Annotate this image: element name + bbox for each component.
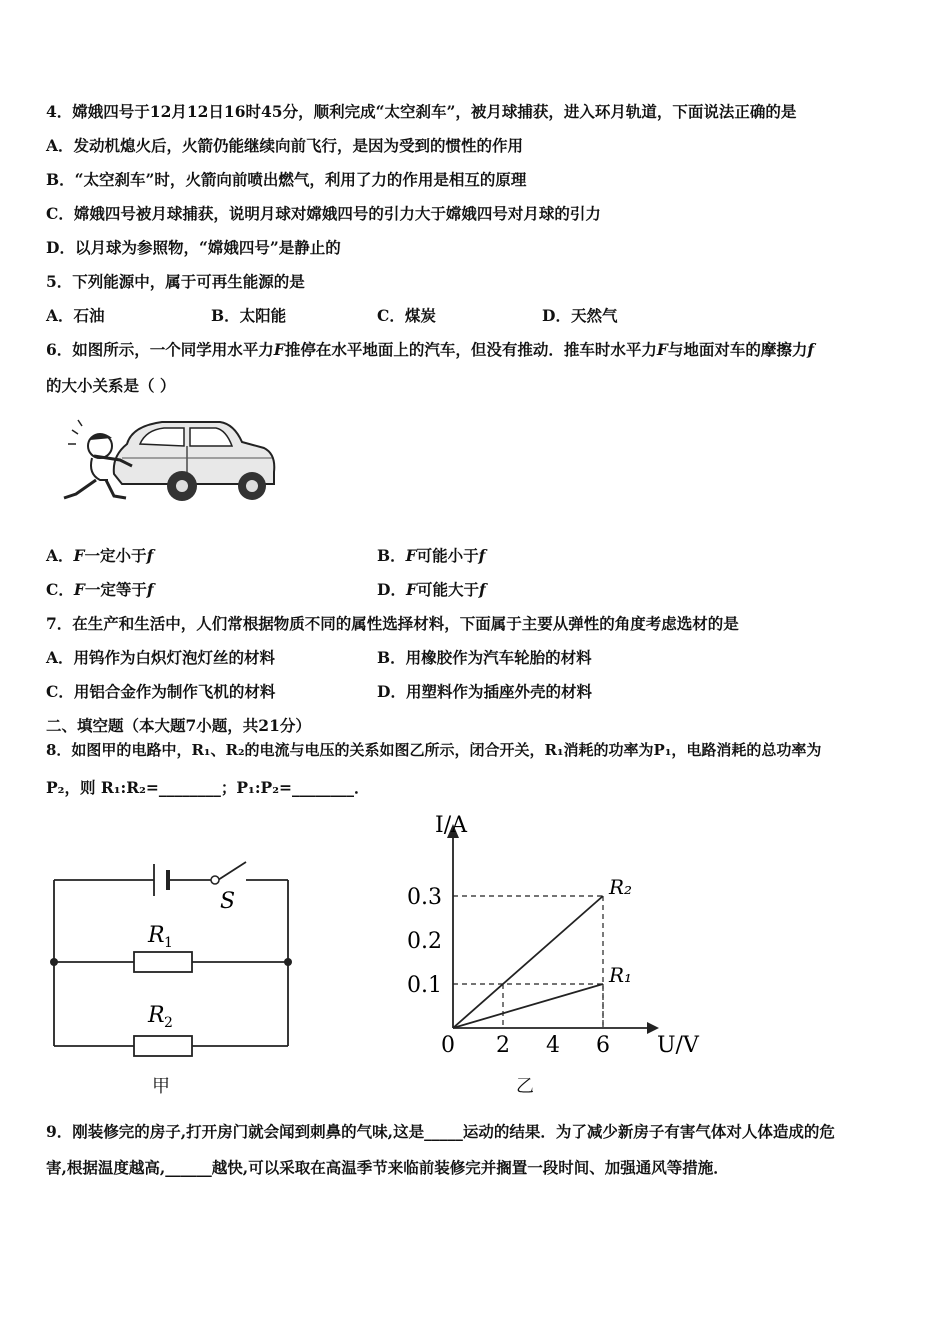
q6-option-c-text: 一定等于	[84, 580, 147, 599]
q6-stem-part1: 6．如图所示，一个同学用水平力	[46, 340, 274, 359]
q6-option-c-letter: C．	[46, 580, 74, 599]
x-axis-label: U/V	[657, 1033, 699, 1058]
q8-stem-line2: P₂，则 R₁:R₂=________；P₁:P₂=________．	[46, 778, 370, 797]
var-f: f	[807, 340, 815, 359]
y-tick-label: 0.3	[407, 885, 442, 910]
iv-graph	[395, 806, 725, 1066]
x-tick-label: 2	[496, 1033, 510, 1058]
q9-stem-line2: 害,根据温度越高,______越快,可以采取在高温季节来临前装修完并搁置一段时间、加强通风等措施．	[46, 1158, 729, 1177]
series-label: R₁	[609, 963, 633, 987]
q4-option-a: A．发动机熄火后，火箭仍能继续向前飞行，是因为受到的惯性的作用	[46, 136, 524, 155]
q5-stem: 5．下列能源中，属于可再生能源的是	[46, 272, 305, 291]
circuit-caption: 甲	[152, 1076, 170, 1097]
q6-option-a-letter: A．	[46, 546, 74, 565]
q4-option-c: C．嫦娥四号被月球捕获，说明月球对嫦娥四号的引力大于嫦娥四号对月球的引力	[46, 204, 601, 223]
q7-option-a: A．用钨作为白炽灯泡灯丝的材料	[46, 648, 276, 667]
q6-option-b-text: 可能小于	[416, 546, 479, 565]
q6-stem-line1	[46, 340, 814, 360]
q7-option-d: D．用塑料作为插座外壳的材料	[377, 682, 592, 701]
q4-option-d: D．以月球为参照物，“嫦娥四号”是静止的	[46, 238, 341, 257]
q5-option-c: C．煤炭	[377, 306, 436, 325]
q6-option-b-letter: B．	[377, 546, 406, 565]
q6-option-a	[46, 546, 153, 566]
q5-option-b: B．太阳能	[211, 306, 287, 325]
q6-stem-part3: 与地面对车的摩擦力	[667, 340, 808, 359]
var-f: f	[478, 546, 486, 565]
x-tick-label: 4	[546, 1033, 560, 1058]
circuit-diagram	[40, 850, 310, 1060]
q7-option-c: C．用铝合金作为制作飞机的材料	[46, 682, 276, 701]
var-f: f	[146, 580, 154, 599]
q4-stem: 4．嫦娥四号于12月12日16时45分，顺利完成“太空刹车”，被月球捕获，进入环月轨道，下面说法正确的是	[46, 102, 797, 121]
var-F: F	[656, 340, 668, 359]
r2-label: R	[148, 1003, 165, 1028]
var-F: F	[73, 546, 85, 565]
q6-stem-line2: 的大小关系是（ ）	[46, 376, 176, 395]
r1-subscript: 1	[164, 935, 173, 951]
section-heading: 二、填空题（本大题7小题，共21分）	[46, 716, 311, 735]
var-F: F	[273, 340, 285, 359]
y-axis-label: I/A	[435, 813, 467, 838]
q6-option-d	[377, 580, 486, 600]
q5-option-d: D．天然气	[542, 306, 618, 325]
q8-stem-line1: 8．如图甲的电路中，R₁、R₂的电流与电压的关系如图乙所示，闭合开关，R₁消耗的功率为P₁，电路消耗的总功率为	[46, 741, 822, 759]
q5-option-a: A．石油	[46, 306, 105, 325]
q4-option-b: B．“太空刹车”时，火箭向前喷出燃气，利用了力的作用是相互的原理	[46, 170, 527, 189]
r2-subscript: 2	[164, 1015, 173, 1031]
var-f: f	[146, 546, 154, 565]
q6-option-c	[46, 580, 154, 600]
car-push-illustration	[52, 414, 280, 514]
var-F: F	[405, 580, 417, 599]
r1-label: R	[148, 923, 165, 948]
y-tick-label: 0.1	[407, 973, 442, 998]
q6-option-d-text: 可能大于	[416, 580, 479, 599]
q7-stem: 7．在生产和生活中，人们常根据物质不同的属性选择材料，下面属于主要从弹性的角度考虑选材的是	[46, 614, 739, 633]
series-line	[453, 984, 603, 1028]
series-line	[453, 896, 603, 1028]
var-F: F	[405, 546, 417, 565]
q6-stem-part2: 推停在水平地面上的汽车，但没有推动．推车时水平力	[284, 340, 657, 359]
switch-label: S	[220, 889, 236, 914]
y-tick-label: 0.2	[407, 929, 442, 954]
q6-option-d-letter: D．	[377, 580, 406, 599]
q7-option-b: B．用橡胶作为汽车轮胎的材料	[377, 648, 592, 667]
graph-caption: 乙	[516, 1076, 534, 1097]
x-tick-label: 6	[596, 1033, 610, 1058]
var-f: f	[478, 580, 486, 599]
var-F: F	[73, 580, 85, 599]
q6-option-a-text: 一定小于	[84, 546, 147, 565]
q6-option-b	[377, 546, 485, 566]
origin-label: 0	[441, 1033, 455, 1058]
q9-stem-line1: 9．刚装修完的房子,打开房门就会闻到刺鼻的气味,这是_____运动的结果．为了减少新房子有害气体对人体造成的危	[46, 1122, 835, 1141]
series-label: R₂	[609, 875, 633, 899]
